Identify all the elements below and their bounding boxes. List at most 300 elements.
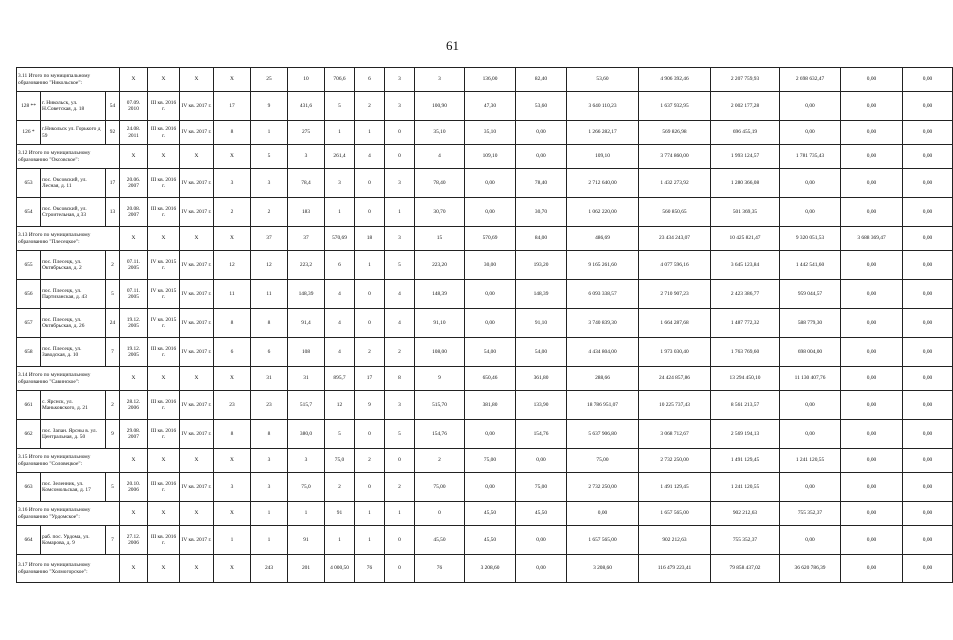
value-cell: 2	[355, 449, 385, 473]
row-number-cell: 656	[17, 280, 41, 309]
value-cell: 07.09. 2010	[120, 92, 148, 121]
value-cell: 3	[288, 449, 325, 473]
value-cell: X	[180, 227, 214, 251]
doc-number-cell: 54	[106, 92, 120, 121]
value-cell: 0,00	[903, 68, 953, 92]
value-cell: 0	[355, 198, 385, 227]
value-cell: 0,00	[841, 251, 903, 280]
table-row	[17, 391, 953, 420]
value-cell: 1	[251, 526, 288, 555]
value-cell: 0,00	[780, 121, 841, 145]
value-cell: 0,00	[780, 473, 841, 502]
value-cell: X	[148, 145, 180, 169]
value-cell: 37	[251, 227, 288, 251]
value-cell: 0,00	[903, 473, 953, 502]
table-row	[17, 121, 953, 145]
value-cell: 0,00	[780, 92, 841, 121]
page-number: 61	[446, 38, 459, 53]
value-cell: 0,00	[903, 280, 953, 309]
value-cell: 45,50	[415, 526, 465, 555]
value-cell: 0,00	[841, 121, 903, 145]
value-cell: 12	[325, 391, 355, 420]
value-cell: 0	[385, 145, 415, 169]
value-cell: X	[120, 227, 148, 251]
value-cell: 108,00	[415, 338, 465, 367]
value-cell: 706,6	[325, 68, 355, 92]
value-cell: X	[180, 68, 214, 92]
value-cell: 4	[325, 309, 355, 338]
value-cell: 1	[355, 526, 385, 555]
doc-number-cell: 7	[106, 338, 120, 367]
value-cell: 0,00	[841, 68, 903, 92]
value-cell: 3 688 369,47	[841, 227, 903, 251]
doc-number-cell: 7	[106, 526, 120, 555]
value-cell: IV кв. 2017 г.	[180, 121, 214, 145]
table-row	[17, 280, 953, 309]
value-cell: 0,00	[903, 338, 953, 367]
value-cell: 6	[251, 338, 288, 367]
doc-number-cell: 13	[106, 198, 120, 227]
value-cell: 1	[251, 502, 288, 526]
value-cell: 53,60	[516, 92, 567, 121]
value-cell: 0,00	[841, 555, 903, 583]
address-cell: г. Никольск, ул. Н.Советская, д. 18	[41, 92, 106, 121]
value-cell: 2 698 632,47	[780, 68, 841, 92]
value-cell: 3	[385, 227, 415, 251]
value-cell: X	[214, 449, 251, 473]
value-cell: 3 645 123,84	[711, 251, 780, 280]
value-cell: IV кв. 2017 г.	[180, 251, 214, 280]
value-cell: 24.08. 2011	[120, 121, 148, 145]
row-number-cell: 663	[17, 473, 41, 502]
value-cell: 36 620 786,39	[780, 555, 841, 583]
value-cell: 515,7	[288, 391, 325, 420]
value-cell: 2	[214, 198, 251, 227]
value-cell: 2	[355, 92, 385, 121]
value-cell: 0	[355, 473, 385, 502]
value-cell: 193,20	[516, 251, 567, 280]
value-cell: 3 208,60	[567, 555, 639, 583]
table-row	[17, 526, 953, 555]
value-cell: 0,00	[903, 449, 953, 473]
value-cell: III кв. 2016 г.	[148, 526, 180, 555]
value-cell: 0,00	[516, 555, 567, 583]
value-cell: 1	[325, 198, 355, 227]
value-cell: 0,00	[903, 145, 953, 169]
value-cell: 0,00	[841, 169, 903, 198]
value-cell: X	[214, 227, 251, 251]
value-cell: 0,00	[780, 420, 841, 449]
value-cell: 1 280 366,08	[711, 169, 780, 198]
value-cell: 0,00	[903, 227, 953, 251]
value-cell: 1 491 129,45	[639, 473, 711, 502]
value-cell: 1	[325, 121, 355, 145]
row-number-cell: 662	[17, 420, 41, 449]
value-cell: 84,00	[516, 227, 567, 251]
value-cell: 1 781 735,43	[780, 145, 841, 169]
value-cell: 5	[385, 420, 415, 449]
value-cell: III кв. 2016 г.	[148, 121, 180, 145]
value-cell: 3	[385, 391, 415, 420]
value-cell: 1	[355, 502, 385, 526]
row-number-cell: 664	[17, 526, 41, 555]
value-cell: 91	[288, 526, 325, 555]
summary-row	[17, 68, 953, 92]
value-cell: 28.12. 2006	[120, 391, 148, 420]
value-cell: 0,00	[841, 420, 903, 449]
value-cell: 0,00	[841, 145, 903, 169]
value-cell: 650,46	[465, 367, 516, 391]
value-cell: 2	[385, 473, 415, 502]
address-cell: раб. пос. Урдома, ул. Комарова, д. 9	[41, 526, 106, 555]
summary-row	[17, 449, 953, 473]
value-cell: 0,00	[903, 391, 953, 420]
value-cell: X	[148, 227, 180, 251]
value-cell: 381,80	[465, 391, 516, 420]
value-cell: 895,7	[325, 367, 355, 391]
summary-label-cell: 3.16 Итого по муниципальному образованию "Урдомское":	[17, 502, 120, 526]
value-cell: 0,00	[903, 92, 953, 121]
value-cell: III кв. 2016 г.	[148, 473, 180, 502]
value-cell: 23 434 243,07	[639, 227, 711, 251]
value-cell: 9 165 261,60	[567, 251, 639, 280]
housing-program-table	[16, 67, 953, 583]
value-cell: 1	[385, 198, 415, 227]
row-number-cell: 658	[17, 338, 41, 367]
value-cell: 515,70	[415, 391, 465, 420]
value-cell: 91,10	[516, 309, 567, 338]
summary-label-cell: 3.14 Итого по муниципальному образованию "Савинское":	[17, 367, 120, 391]
summary-label-cell: 3.11 Итого по муниципальному образованию "Никольское":	[17, 68, 120, 92]
value-cell: 4 906 392,46	[639, 68, 711, 92]
value-cell: 3	[385, 92, 415, 121]
doc-number-cell: 24	[106, 309, 120, 338]
value-cell: X	[180, 145, 214, 169]
value-cell: III кв. 2016 г.	[148, 198, 180, 227]
value-cell: 3	[251, 473, 288, 502]
value-cell: 1 973 030,40	[639, 338, 711, 367]
value-cell: X	[214, 367, 251, 391]
value-cell: 0,00	[903, 198, 953, 227]
value-cell: 3 068 712,67	[639, 420, 711, 449]
value-cell: 0,00	[516, 526, 567, 555]
table-row	[17, 92, 953, 121]
row-number-cell: 657	[17, 309, 41, 338]
value-cell: X	[214, 502, 251, 526]
value-cell: 30,00	[465, 251, 516, 280]
value-cell: 5	[385, 251, 415, 280]
value-cell: X	[120, 68, 148, 92]
value-cell: 37	[288, 227, 325, 251]
value-cell: 47,30	[465, 92, 516, 121]
value-cell: 0,00	[567, 502, 639, 526]
value-cell: 1	[325, 526, 355, 555]
value-cell: X	[214, 68, 251, 92]
value-cell: 755 352,37	[711, 526, 780, 555]
value-cell: 25	[251, 68, 288, 92]
value-cell: 4	[325, 280, 355, 309]
value-cell: 3	[288, 145, 325, 169]
value-cell: 6	[355, 68, 385, 92]
value-cell: 53,60	[567, 68, 639, 92]
address-cell: пос. Оксовский, ул. Лесная, д. 11	[41, 169, 106, 198]
value-cell: 570,69	[465, 227, 516, 251]
value-cell: 4 000,50	[325, 555, 355, 583]
summary-label-cell: 3.12 Итого по муниципальному образованию "Оксовское":	[17, 145, 120, 169]
value-cell: 0,00	[780, 169, 841, 198]
value-cell: 9	[355, 391, 385, 420]
value-cell: 0	[355, 420, 385, 449]
value-cell: 54,00	[465, 338, 516, 367]
value-cell: X	[214, 145, 251, 169]
value-cell: 3	[415, 68, 465, 92]
value-cell: 0,00	[841, 92, 903, 121]
address-cell: пос. Зеленник, ул. Комсомольская, д. 17	[41, 473, 106, 502]
value-cell: IV кв. 2015 г.	[148, 251, 180, 280]
value-cell: 5	[325, 420, 355, 449]
value-cell: 0,00	[841, 449, 903, 473]
value-cell: X	[148, 555, 180, 583]
value-cell: 0,00	[841, 309, 903, 338]
value-cell: 10 225 737,43	[639, 391, 711, 420]
value-cell: 0,00	[516, 121, 567, 145]
value-cell: 0,00	[516, 145, 567, 169]
value-cell: X	[148, 367, 180, 391]
value-cell: 0,00	[780, 391, 841, 420]
value-cell: IV кв. 2017 г.	[180, 473, 214, 502]
value-cell: 1 664 287,68	[639, 309, 711, 338]
value-cell: 75,00	[567, 449, 639, 473]
value-cell: 361,80	[516, 367, 567, 391]
value-cell: 1 266 282,17	[567, 121, 639, 145]
value-cell: 431,6	[288, 92, 325, 121]
value-cell: III кв. 2016 г.	[148, 391, 180, 420]
value-cell: 4	[325, 338, 355, 367]
value-cell: 1 657 565,00	[567, 526, 639, 555]
value-cell: 75,00	[465, 449, 516, 473]
table-row	[17, 473, 953, 502]
value-cell: 2 732 250,00	[567, 473, 639, 502]
value-cell: 148,39	[288, 280, 325, 309]
value-cell: 3	[251, 169, 288, 198]
value-cell: 1 657 565,00	[639, 502, 711, 526]
value-cell: 0,00	[780, 198, 841, 227]
value-cell: IV кв. 2017 г.	[180, 391, 214, 420]
value-cell: 380,0	[288, 420, 325, 449]
value-cell: 0,00	[465, 473, 516, 502]
value-cell: X	[180, 367, 214, 391]
value-cell: 9	[415, 367, 465, 391]
value-cell: 0	[355, 309, 385, 338]
value-cell: 0,00	[903, 526, 953, 555]
value-cell: IV кв. 2017 г.	[180, 309, 214, 338]
value-cell: 588 779,30	[780, 309, 841, 338]
value-cell: 54,00	[516, 338, 567, 367]
value-cell: 183	[288, 198, 325, 227]
row-number-cell: 661	[17, 391, 41, 420]
value-cell: 0,00	[903, 502, 953, 526]
value-cell: 0,00	[841, 391, 903, 420]
value-cell: 8	[214, 309, 251, 338]
value-cell: 0,00	[465, 169, 516, 198]
value-cell: 82,40	[516, 68, 567, 92]
value-cell: IV кв. 2015 г.	[148, 309, 180, 338]
value-cell: 0,00	[903, 169, 953, 198]
value-cell: 4	[355, 145, 385, 169]
value-cell: 24 424 857,86	[639, 367, 711, 391]
value-cell: 9 320 051,53	[780, 227, 841, 251]
summary-row	[17, 502, 953, 526]
value-cell: 30,70	[415, 198, 465, 227]
value-cell: IV кв. 2017 г.	[180, 526, 214, 555]
address-cell: пос. Запан. Ярсны в. ул. Центральная, д. 50	[41, 420, 106, 449]
value-cell: 569 826,98	[639, 121, 711, 145]
value-cell: 109,10	[567, 145, 639, 169]
value-cell: 136,00	[465, 68, 516, 92]
value-cell: 698 004,00	[780, 338, 841, 367]
value-cell: 5 637 906,80	[567, 420, 639, 449]
value-cell: 4	[415, 145, 465, 169]
value-cell: 570,69	[325, 227, 355, 251]
value-cell: 0	[355, 280, 385, 309]
value-cell: 45,50	[465, 526, 516, 555]
value-cell: 9	[251, 92, 288, 121]
value-cell: 30,70	[516, 198, 567, 227]
summary-label-cell: 3.13 Итого по муниципальному образованию "Плесецкое":	[17, 227, 120, 251]
value-cell: 0	[415, 502, 465, 526]
value-cell: 20.06. 2007	[120, 169, 148, 198]
value-cell: 91,4	[288, 309, 325, 338]
value-cell: 0,00	[903, 555, 953, 583]
value-cell: 76	[415, 555, 465, 583]
value-cell: 223,20	[415, 251, 465, 280]
value-cell: 4 077 596,16	[639, 251, 711, 280]
address-cell: с. Ярснск, ул. Маньковского, д. 21	[41, 391, 106, 420]
value-cell: 3 774 860,00	[639, 145, 711, 169]
value-cell: 3	[385, 169, 415, 198]
value-cell: 755 352,37	[780, 502, 841, 526]
value-cell: 501 369,35	[711, 198, 780, 227]
value-cell: 6 093 338,57	[567, 280, 639, 309]
value-cell: 18 786 951,07	[567, 391, 639, 420]
value-cell: 12	[214, 251, 251, 280]
value-cell: 2	[385, 338, 415, 367]
table-row	[17, 420, 953, 449]
doc-number-cell: 2	[106, 391, 120, 420]
value-cell: 275	[288, 121, 325, 145]
value-cell: IV кв. 2017 г.	[180, 169, 214, 198]
value-cell: X	[148, 68, 180, 92]
value-cell: 23	[251, 391, 288, 420]
doc-number-cell: 17	[106, 169, 120, 198]
doc-number-cell: 5	[106, 280, 120, 309]
value-cell: 154,76	[415, 420, 465, 449]
value-cell: 10	[288, 68, 325, 92]
table-row	[17, 198, 953, 227]
value-cell: 0,00	[841, 502, 903, 526]
address-cell: г.Никольск ул. Горького д 59	[41, 121, 106, 145]
value-cell: X	[120, 145, 148, 169]
doc-number-cell: 92	[106, 121, 120, 145]
value-cell: 1 432 273,92	[639, 169, 711, 198]
value-cell: III кв. 2016 г.	[148, 92, 180, 121]
value-cell: 2 732 250,00	[639, 449, 711, 473]
value-cell: 07.11. 2005	[120, 280, 148, 309]
value-cell: 3	[251, 449, 288, 473]
value-cell: 0,00	[841, 280, 903, 309]
row-number-cell: 128 **	[17, 92, 41, 121]
value-cell: 8	[251, 420, 288, 449]
value-cell: 3	[214, 473, 251, 502]
value-cell: 5	[251, 145, 288, 169]
value-cell: 0,00	[903, 309, 953, 338]
value-cell: 2 710 907,23	[639, 280, 711, 309]
summary-label-cell: 3.15 Итого по муниципальному образованию "Соловецкое":	[17, 449, 120, 473]
value-cell: 4	[385, 280, 415, 309]
value-cell: 31	[288, 367, 325, 391]
value-cell: 1	[385, 502, 415, 526]
value-cell: 79 858 437,02	[711, 555, 780, 583]
value-cell: 0,00	[903, 121, 953, 145]
value-cell: 20.10. 2006	[120, 473, 148, 502]
table-row	[17, 251, 953, 280]
value-cell: 18	[355, 227, 385, 251]
address-cell: пос. Плесецк, ул. Заводская, д. 10	[41, 338, 106, 367]
value-cell: 1	[214, 526, 251, 555]
value-cell: 486,69	[567, 227, 639, 251]
value-cell: X	[120, 367, 148, 391]
doc-number-cell: 2	[106, 251, 120, 280]
value-cell: 3	[385, 68, 415, 92]
value-cell: 1 487 772,32	[711, 309, 780, 338]
value-cell: IV кв. 2017 г.	[180, 280, 214, 309]
value-cell: 11	[214, 280, 251, 309]
value-cell: 11	[251, 280, 288, 309]
value-cell: 35,10	[465, 121, 516, 145]
value-cell: 17	[355, 367, 385, 391]
value-cell: 0,00	[465, 420, 516, 449]
address-cell: пос. Плесецк, ул. Октябрьская, д. 26	[41, 309, 106, 338]
value-cell: 0,00	[780, 526, 841, 555]
value-cell: 1 062 220,00	[567, 198, 639, 227]
value-cell: 2 002 177,28	[711, 92, 780, 121]
value-cell: 2 712 640,00	[567, 169, 639, 198]
value-cell: 8	[214, 420, 251, 449]
table-row	[17, 169, 953, 198]
value-cell: 1 637 932,95	[639, 92, 711, 121]
value-cell: 116 479 223,41	[639, 555, 711, 583]
value-cell: 45,50	[465, 502, 516, 526]
value-cell: 75,0	[325, 449, 355, 473]
value-cell: 109,10	[465, 145, 516, 169]
value-cell: III кв. 2016 г.	[148, 420, 180, 449]
value-cell: 133,90	[516, 391, 567, 420]
value-cell: 148,39	[415, 280, 465, 309]
value-cell: 4	[385, 309, 415, 338]
value-cell: 6	[325, 251, 355, 280]
value-cell: 19.12. 2005	[120, 338, 148, 367]
value-cell: 78,40	[415, 169, 465, 198]
value-cell: 1 993 124,57	[711, 145, 780, 169]
value-cell: 3	[325, 169, 355, 198]
value-cell: 75,00	[415, 473, 465, 502]
value-cell: 0,00	[841, 198, 903, 227]
value-cell: 91,10	[415, 309, 465, 338]
value-cell: X	[180, 502, 214, 526]
value-cell: 2	[415, 449, 465, 473]
value-cell: 0,00	[841, 526, 903, 555]
value-cell: 2 423 386,77	[711, 280, 780, 309]
